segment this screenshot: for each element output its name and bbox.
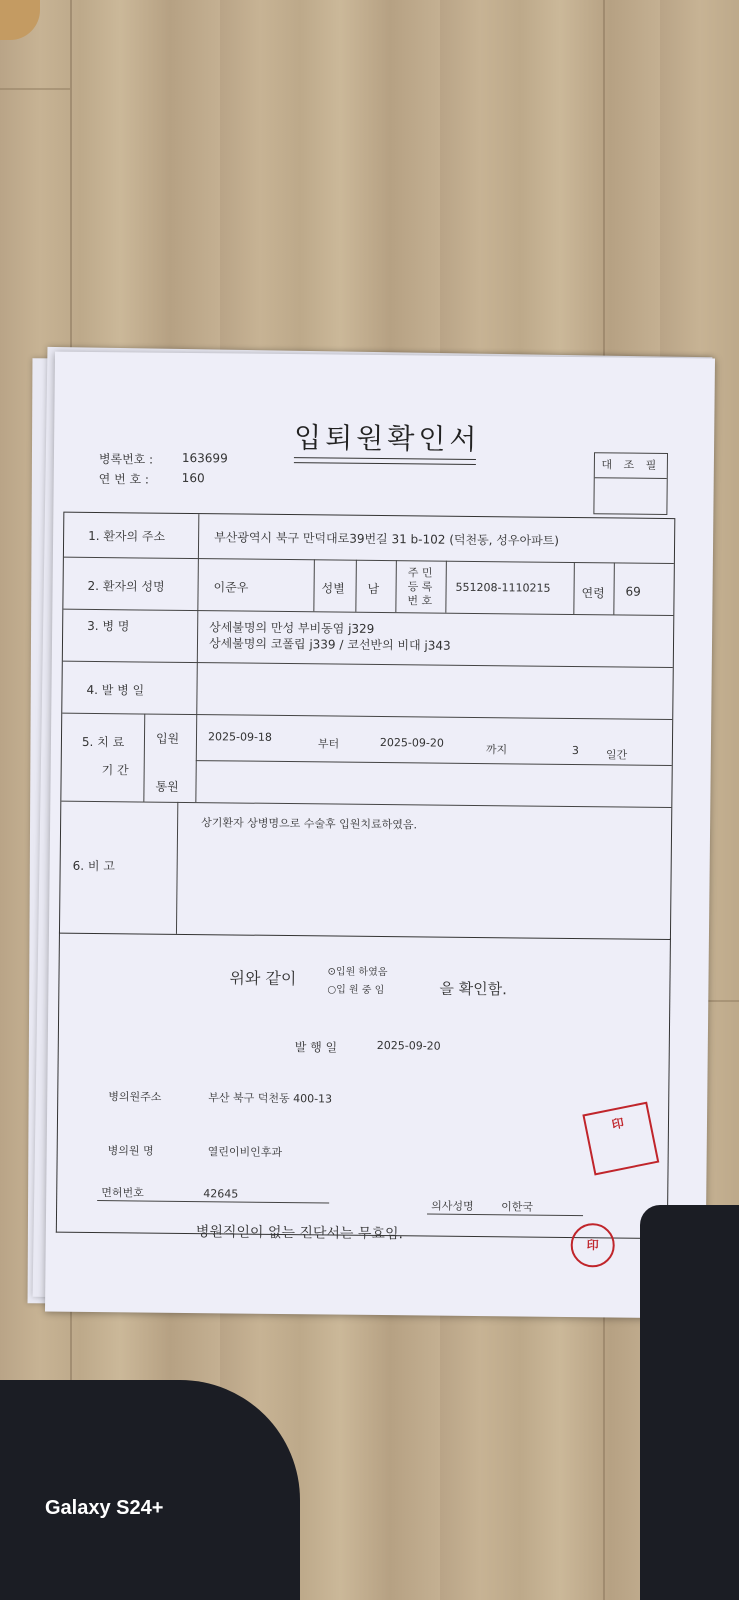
record-no-label: 병록번호 : [98, 452, 154, 467]
doctor-name: 이한국 [501, 1200, 534, 1214]
license-underline [97, 1200, 329, 1203]
name-label: 2. 환자의 성명 [87, 578, 165, 594]
hospital-seal: 印 [570, 1223, 614, 1267]
diagnosis-label: 3. 병 명 [87, 618, 130, 634]
diagnosis-line-2: 상세불명의 코폴립 j339 / 코선반의 비대 j343 [208, 636, 451, 653]
to-label: 까지 [485, 743, 508, 757]
onset-label: 4. 발 병 일 [86, 682, 145, 698]
address-value: 부산광역시 북구 만덕대로39번길 31 b-102 (덕천동, 성우아파트) [214, 530, 560, 548]
record-no: 163699 [181, 450, 228, 466]
hospital-address: 부산 북구 덕천동 400-13 [208, 1091, 333, 1106]
rrn-value: 551208-1110215 [455, 580, 551, 595]
serial-no-label: 연 번 호 : [98, 472, 150, 487]
document-sheet [45, 352, 715, 1319]
row-divider [62, 713, 672, 720]
remarks-value: 상기환자 상병명으로 수술후 입원치료하였음. [201, 816, 418, 832]
treatment-label-2: 기 간 [101, 763, 129, 778]
treatment-label-1: 5. 치 료 [81, 734, 125, 750]
reference-label: 대 조 필 [595, 453, 667, 479]
confirmation-section [56, 932, 671, 1239]
row-divider [196, 760, 672, 766]
reference-box [593, 452, 668, 515]
rrn-label-3: 번 호 [407, 594, 433, 608]
document-title: 입퇴원확인서 [293, 421, 481, 457]
dark-fabric [640, 1205, 739, 1600]
footer-note: 병원직인이 없는 진단서는 무효임. [195, 1224, 404, 1243]
confirm-option-admitted: ○입 원 중 임 [327, 984, 385, 997]
device-watermark: Galaxy S24+ [45, 1497, 164, 1519]
confirm-option-inpatient: ⊙입원 하였음 [327, 966, 388, 979]
col-divider [355, 560, 357, 612]
hospital-address-label: 병의원주소 [108, 1090, 162, 1104]
age-label: 연령 [581, 586, 605, 601]
license-label: 면허번호 [101, 1186, 144, 1200]
remarks-label: 6. 비 고 [72, 858, 115, 874]
col-divider [445, 561, 447, 613]
dark-fabric [0, 1380, 300, 1600]
row-divider [61, 801, 671, 808]
row-divider [63, 609, 673, 616]
hospital-name: 열린이비인후과 [207, 1145, 283, 1159]
issue-label: 발 행 일 [294, 1040, 338, 1055]
confirm-suffix: 을 확인함. [439, 979, 507, 999]
license-no: 42645 [203, 1187, 239, 1201]
rrn-label-2: 등 록 [407, 580, 433, 594]
doctor-seal: 印 [582, 1102, 659, 1176]
age-value: 69 [625, 584, 641, 599]
start-date: 2025-09-18 [207, 730, 273, 744]
info-table [59, 512, 675, 940]
end-date: 2025-09-20 [379, 735, 444, 750]
from-label: 부터 [317, 737, 340, 751]
days-value: 3 [571, 744, 579, 758]
row-divider [63, 661, 673, 668]
name-value: 이준우 [213, 580, 249, 595]
outpatient-label: 통원 [155, 779, 179, 794]
confirm-prefix: 위와 같이 [229, 968, 297, 989]
floor-seam [0, 88, 70, 90]
row-divider [64, 557, 674, 564]
doctor-underline [427, 1214, 583, 1217]
hospital-name-label: 병의원 명 [107, 1144, 154, 1158]
serial-no: 160 [181, 470, 205, 486]
col-divider [573, 562, 575, 614]
rrn-label-1: 주 민 [407, 566, 433, 580]
title-underline [294, 457, 476, 465]
col-divider [313, 559, 315, 611]
days-label: 일간 [605, 748, 628, 762]
envelope-corner [0, 0, 40, 40]
issue-date: 2025-09-20 [376, 1038, 441, 1053]
diagnosis-line-1: 상세불명의 만성 부비동염 j329 [209, 620, 375, 636]
col-divider [395, 560, 397, 612]
col-divider [143, 714, 145, 802]
col-divider [613, 562, 615, 614]
sex-label: 성별 [321, 581, 345, 596]
col-divider [176, 802, 178, 934]
address-label: 1. 환자의 주소 [88, 528, 166, 544]
doctor-label: 의사성명 [431, 1199, 474, 1214]
inpatient-label: 입원 [155, 731, 180, 746]
sex-value: 남 [367, 581, 380, 596]
